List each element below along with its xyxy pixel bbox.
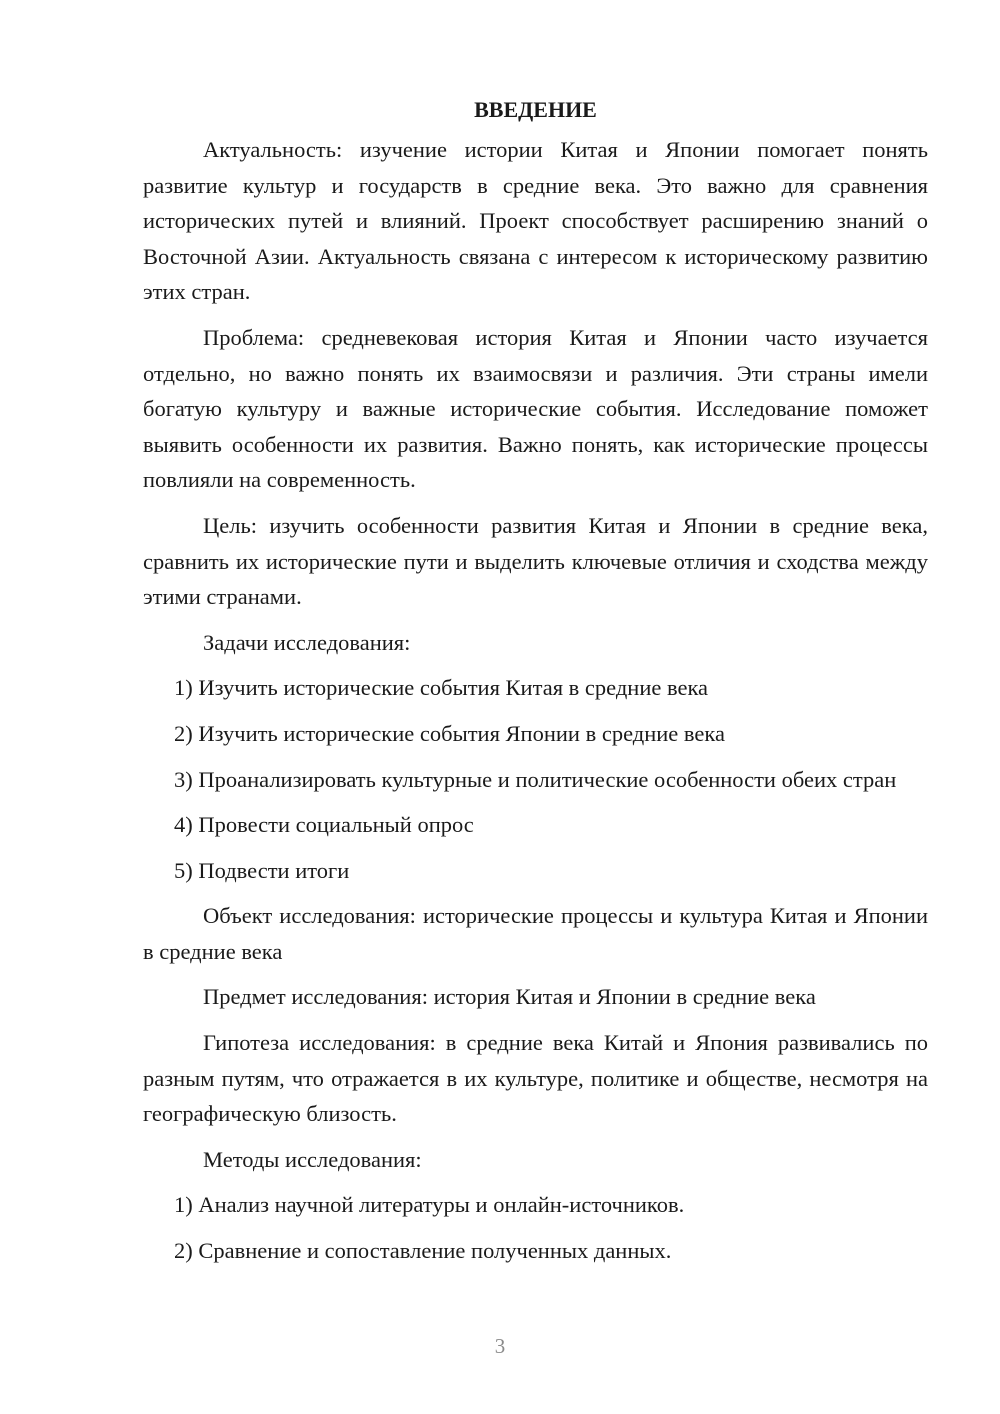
document-page bbox=[143, 92, 928, 1279]
tasks-heading: Задачи исследования: bbox=[203, 629, 411, 655]
subject-paragraph: Предмет исследования: история Китая и Японии в средние века bbox=[203, 984, 816, 1010]
task-item-1: 1) Изучить исторические события Китая в средние века bbox=[174, 675, 709, 701]
goal-paragraph: Цель: изучить особенности развития Китая и Японии в средние века, сравнить их исторические пути и выделить ключевые отличия и сходства между этими странами. bbox=[143, 512, 928, 610]
section-title: ВВЕДЕНИЕ bbox=[474, 97, 597, 122]
method-item-2: 2) Сравнение и сопоставление полученных данных. bbox=[174, 1238, 672, 1264]
task-item-4: 4) Провести социальный опрос bbox=[174, 812, 474, 838]
page-number: 3 bbox=[494, 1334, 506, 1358]
task-item-3: 3) Проанализировать культурные и политические особенности обеих стран bbox=[174, 766, 897, 792]
task-item-2: 2) Изучить исторические события Японии в средние века bbox=[174, 720, 725, 746]
object-paragraph: Объект исследования: исторические процессы и культура Китая и Японии в средние века bbox=[143, 903, 928, 964]
task-item-5: 5) Подвести итоги bbox=[174, 857, 350, 883]
hypothesis-paragraph: Гипотеза исследования: в средние века Китай и Япония развивались по разным путям, что отражается в их культуре, политике и обществе, несмотря на географическую близость. bbox=[143, 1030, 928, 1127]
method-item-1: 1) Анализ научной литературы и онлайн-источников. bbox=[174, 1192, 685, 1218]
methods-heading: Методы исследования: bbox=[203, 1146, 422, 1172]
relevance-paragraph: Актуальность: изучение истории Китая и Японии помогает понять развитие культур и государств в средние века. Это важно для сравнения исторических путей и влияний. Проект способствует расширению знаний о Восточной Азии. Актуальность связана с интересом к историческому развитию этих стран. bbox=[143, 137, 928, 305]
problem-paragraph: Проблема: средневековая история Китая и Японии часто изучается отдельно, но важно понять их взаимосвязи и различия. Эти страны имели богатую культуру и важные исторические события. Исследование поможет выявить особенности их развития. Важно понять, как исторические процессы повлияли на современность. bbox=[143, 324, 928, 493]
